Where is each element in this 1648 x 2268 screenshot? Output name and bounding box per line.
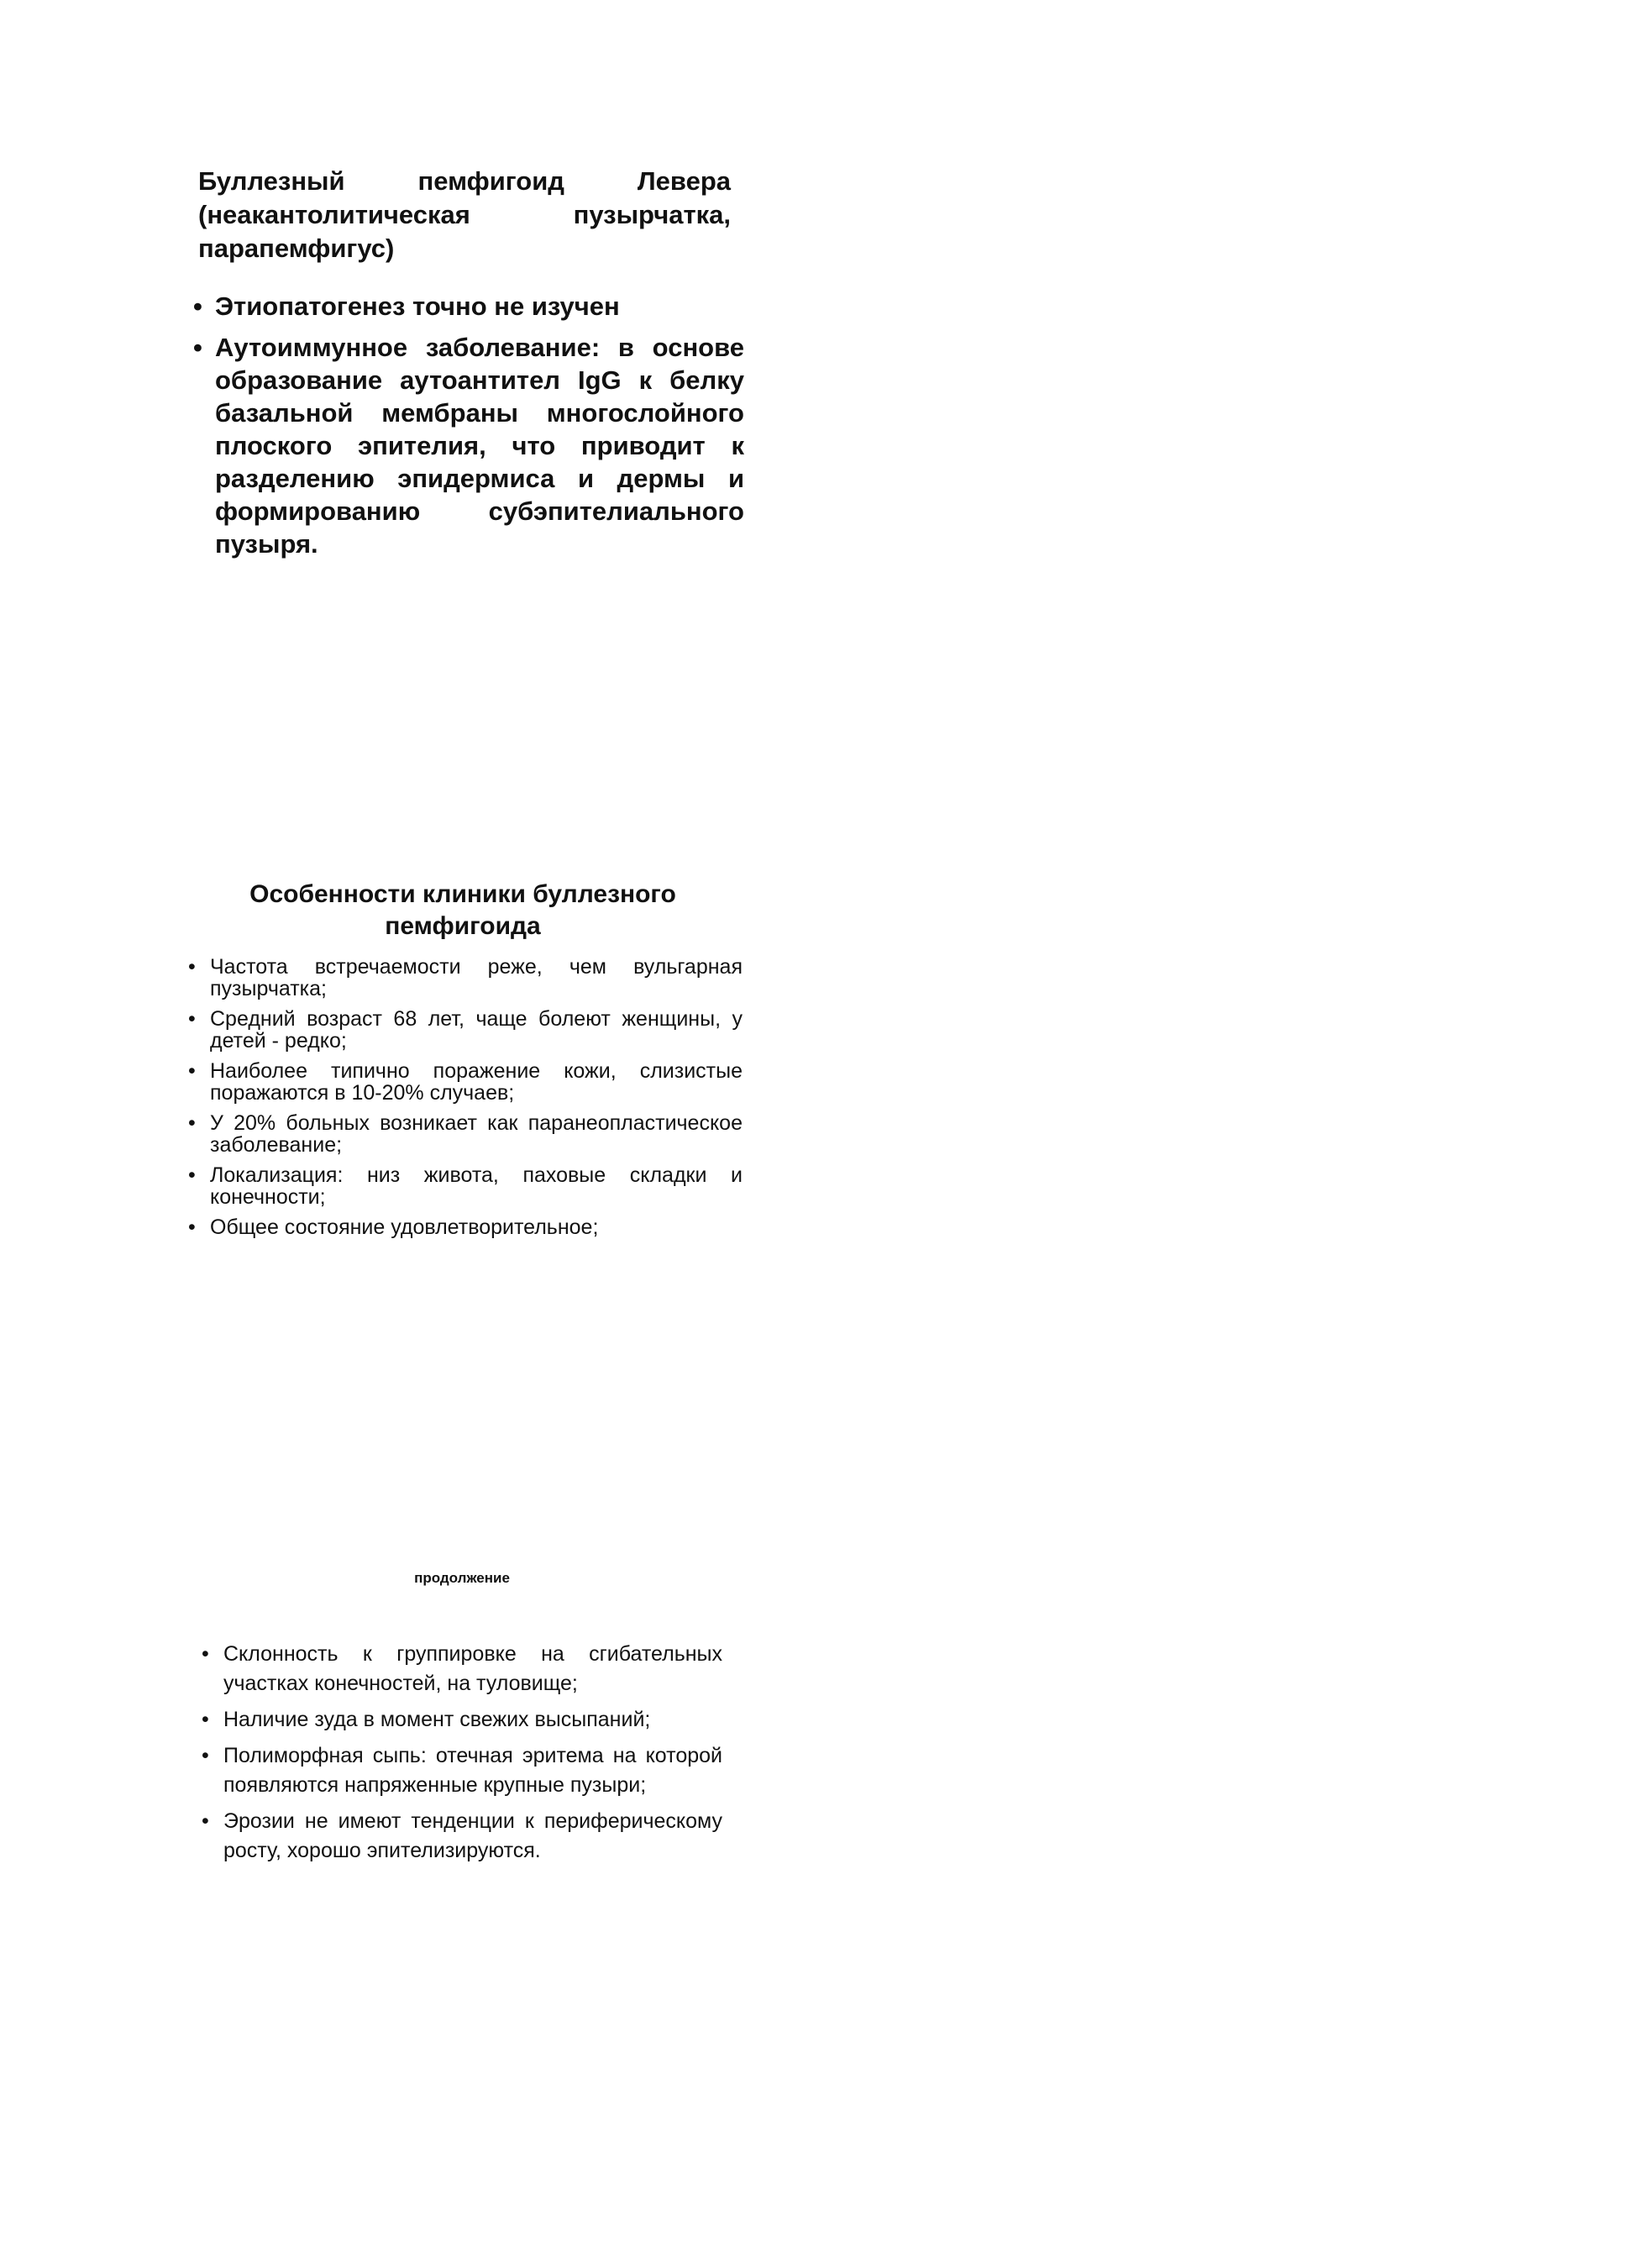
section3-title: продолжение [414,1570,510,1586]
list-item: • Эрозии не имеют тенденции к периферическому росту, хорошо эпителизируются. [198,1807,722,1866]
list-item: • Частота встречаемости реже, чем вульгарная пузырчатка; [185,956,743,1000]
list-item: • Этиопатогенез точно не изучен [193,290,744,323]
list-item: • Полиморфная сыпь: отечная эритема на которой появляются напряженные крупные пузыри; [198,1741,722,1800]
list-item: • Локализация: низ живота, паховые складки и конечности; [185,1164,743,1208]
section3-list [198,1640,722,1872]
section1-list [193,290,744,569]
list-item: • Наличие зуда в момент свежих высыпаний; [198,1705,722,1735]
section2-title: Особенности клиники буллезного пемфигоида [249,880,676,940]
section1-title: Буллезный пемфигоид Левера (неакантолитическая пузырчатка, парапемфигус) [198,166,731,263]
list-item: • Средний возраст 68 лет, чаще болеют женщины, у детей - редко; [185,1008,743,1052]
list-item: • Аутоиммунное заболевание: в основе образование аутоантител IgG к белку базальной мембраны многослойного плоского эпителия, что приводит к разделению эпидермиса и дермы и формированию субэпителиального пузыря. [193,331,744,560]
section2-list [185,956,743,1247]
list-item: • Наиболее типично поражение кожи, слизистые поражаются в 10-20% случаев; [185,1060,743,1104]
list-item: • Общее состояние удовлетворительное; [185,1216,743,1238]
list-item: • Склонность к группировке на сгибательных участках конечностей, на туловище; [198,1640,722,1698]
list-item: • У 20% больных возникает как паранеопластическое заболевание; [185,1112,743,1156]
